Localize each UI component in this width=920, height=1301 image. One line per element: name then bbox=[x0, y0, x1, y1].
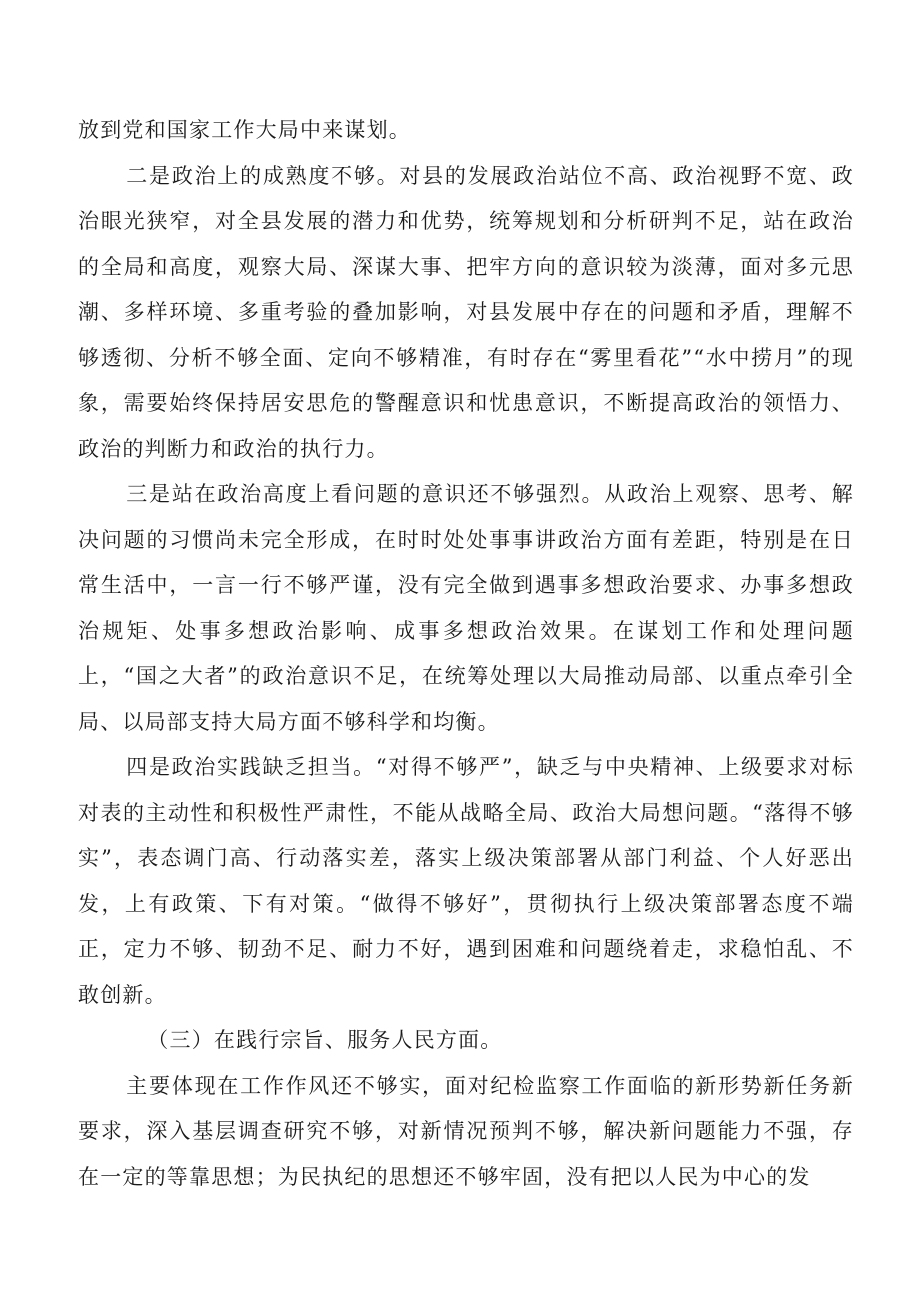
section-heading: （三）在践行宗旨、服务人民方面。 bbox=[147, 1028, 503, 1052]
document-body bbox=[78, 108, 854, 1200]
paragraph-serving-people: 主要体现在工作作风还不够实，面对纪检监察工作面临的新形势新任务新要求，深入基层调查研究不够，对新情况预判不够，解决新问题能力不强，存在一定的等靠思想；为民执纪的思想还不够牢固，没有把以人民为中心的发 bbox=[78, 1073, 854, 1189]
paragraph-political-awareness: 三是站在政治高度上看问题的意识还不够强烈。从政治上观察、思考、解决问题的习惯尚未完全形成，在时时处处事事讲政治方面有差距，特别是在日常生活中，一言一行不够严谨，没有完全做到遇事多想政治要求、办事多想政治规矩、处事多想政治影响、成事多想政治效果。在谋划工作和处理问题上，“国之大者”的政治意识不足，在统筹处理以大局推动局部、以重点牵引全局、以局部支持大局方面不够科学和均衡。 bbox=[78, 482, 854, 734]
paragraph-political-maturity: 二是政治上的成熟度不够。对县的发展政治站位不高、政治视野不宽、政治眼光狭窄，对全县发展的潜力和优势，统筹规划和分析研判不足，站在政治的全局和高度，观察大局、深谋大事、把牢方向的意识较为淡薄，面对多元思潮、多样环境、多重考验的叠加影响，对县发展中存在的问题和矛盾，理解不够透彻、分析不够全面、定向不够精准，有时存在“雾里看花”“水中捞月”的现象，需要始终保持居安思危的警醒意识和忧患意识，不断提高政治的领悟力、政治的判断力和政治的执行力。 bbox=[78, 163, 854, 461]
paragraph-political-practice: 四是政治实践缺乏担当。“对得不够严”，缺乏与中央精神、上级要求对标对表的主动性和积极性严肃性，不能从战略全局、政治大局想问题。“落得不够实”，表态调门高、行动落实差，落实上级决策部署从部门利益、个人好恶出发，上有政策、下有对策。“做得不够好”，贯彻执行上级决策部署态度不端正，定力不够、韧劲不足、耐力不好，遇到困难和问题绕着走，求稳怕乱、不敢创新。 bbox=[78, 755, 854, 1007]
paragraph-continuation: 放到党和国家工作大局中来谋划。 bbox=[78, 118, 411, 142]
